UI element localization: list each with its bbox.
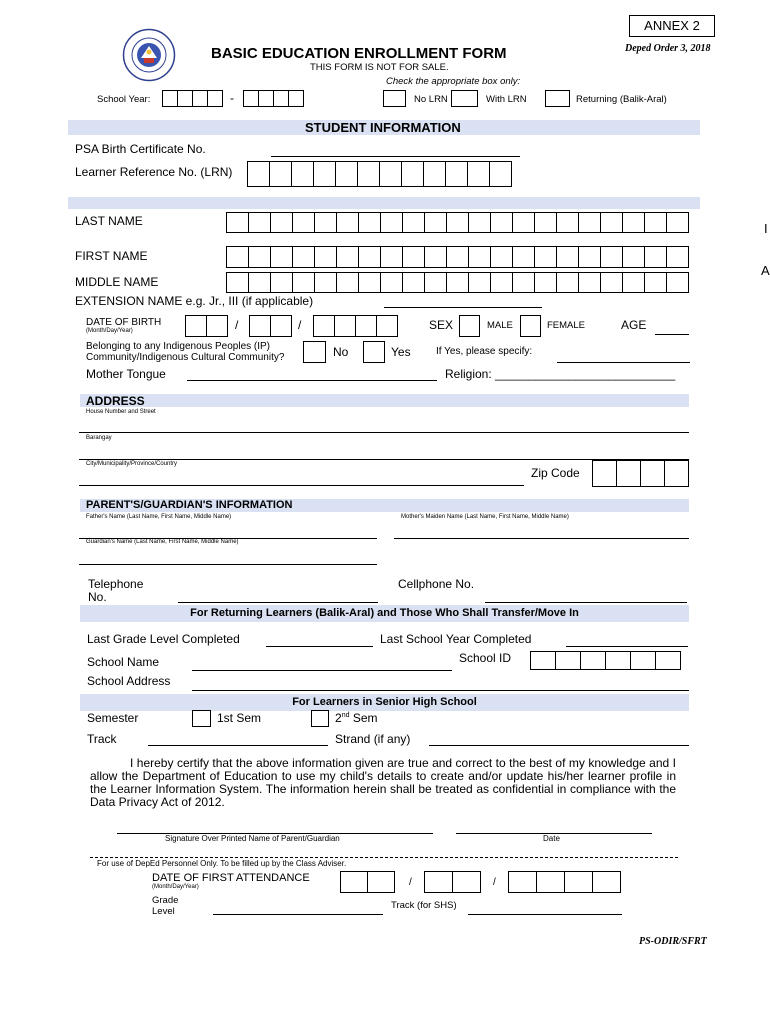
school-name-field[interactable] <box>192 670 452 671</box>
school-year-dash: - <box>230 91 234 105</box>
edge-glyph-1: I <box>764 221 768 236</box>
box-cell[interactable] <box>644 246 667 268</box>
deped-seal <box>122 28 176 82</box>
box-cell[interactable] <box>490 246 513 268</box>
box-cell[interactable] <box>380 246 403 268</box>
guardian-field[interactable] <box>79 564 377 565</box>
cellphone-field[interactable] <box>485 602 687 603</box>
ip-specify-label: If Yes, please specify: <box>436 346 533 357</box>
box-cell[interactable] <box>358 246 381 268</box>
annex-label: ANNEX 2 <box>644 18 700 33</box>
footer-code: PS-ODIR/SFRT <box>639 936 707 947</box>
ip-yes-label: Yes <box>391 345 411 359</box>
box-cell[interactable] <box>248 212 271 233</box>
box-cell[interactable] <box>314 272 337 293</box>
age-field[interactable] <box>655 334 689 335</box>
male-label: MALE <box>487 320 513 331</box>
school-id-label: School ID <box>459 651 512 665</box>
box-cell[interactable] <box>402 212 425 233</box>
last-grade-label: Last Grade Level Completed <box>87 632 240 646</box>
sex-label: SEX <box>429 318 454 332</box>
box-cell[interactable] <box>534 272 557 293</box>
with-lrn-checkbox[interactable] <box>451 90 478 107</box>
second-sem-word: Sem <box>349 711 378 725</box>
box-cell[interactable] <box>666 272 689 293</box>
signature-label: Signature Over Printed Name of Parent/Guardian <box>165 834 340 843</box>
shs-title: For Learners in Senior High School <box>292 696 477 708</box>
attendance-year-boxes[interactable] <box>508 871 621 893</box>
psa-label: PSA Birth Certificate No. <box>75 142 206 156</box>
box-cell[interactable] <box>556 212 579 233</box>
box-cell[interactable] <box>314 246 337 268</box>
zip-label: Zip Code <box>531 466 580 480</box>
no-lrn-checkbox[interactable] <box>383 90 406 107</box>
with-lrn-label: With LRN <box>486 94 527 105</box>
check-note: Check the appropriate box only: <box>386 76 521 87</box>
box-cell[interactable] <box>424 246 447 268</box>
extension-field[interactable] <box>384 307 542 308</box>
last-sy-label: Last School Year Completed <box>380 632 532 646</box>
school-year-label: School Year: <box>97 94 151 105</box>
box-cell[interactable] <box>556 272 579 293</box>
telephone-label-1: Telephone <box>88 577 144 591</box>
box-cell[interactable] <box>512 212 535 233</box>
deped-use-note: For use of DepEd Personnel Only. To be filled up by the Class Adviser. <box>97 859 347 868</box>
box-cell[interactable] <box>358 212 381 233</box>
box-cell[interactable] <box>490 212 513 233</box>
school-id-boxes[interactable] <box>530 651 681 670</box>
city-field[interactable] <box>79 485 524 486</box>
track-shs-field[interactable] <box>468 914 622 915</box>
track-label: Track <box>87 732 117 746</box>
strand-label: Strand (if any) <box>335 732 411 746</box>
no-lrn-label: No LRN <box>414 94 448 105</box>
address-title: ADDRESS <box>86 394 145 408</box>
female-label: FEMALE <box>547 320 586 331</box>
box-cell[interactable] <box>555 651 581 670</box>
psa-field[interactable] <box>271 156 520 157</box>
ip-question-line-1: Belonging to any Indigenous Peoples (IP) <box>86 341 271 352</box>
box-cell[interactable] <box>622 272 645 293</box>
returning-checkbox[interactable] <box>545 90 570 107</box>
box-cell[interactable] <box>226 246 249 268</box>
lrn-boxes[interactable] <box>247 161 512 187</box>
box-cell[interactable] <box>578 272 601 293</box>
track-shs-label: Track (for SHS) <box>391 900 457 911</box>
first-attendance-label: DATE OF FIRST ATTENDANCE <box>152 872 310 884</box>
box-cell[interactable] <box>380 272 403 293</box>
barangay-label: Barangay <box>86 435 112 441</box>
first-sem-checkbox[interactable] <box>192 710 211 727</box>
school-year-start-boxes[interactable] <box>162 90 223 107</box>
box-cell[interactable] <box>666 246 689 268</box>
box-cell[interactable] <box>424 272 447 293</box>
male-checkbox[interactable] <box>459 315 480 337</box>
female-checkbox[interactable] <box>520 315 541 337</box>
box-cell[interactable] <box>270 246 293 268</box>
first-sem-label: 1st Sem <box>217 711 262 725</box>
last-name-label: LAST NAME <box>75 214 143 228</box>
box-cell[interactable] <box>666 212 689 233</box>
grade-level-label-2: Level <box>152 906 175 917</box>
cut-line <box>90 857 678 858</box>
first-name-label: FIRST NAME <box>75 249 148 263</box>
box-cell[interactable] <box>644 272 667 293</box>
box-cell[interactable] <box>600 212 623 233</box>
zip-boxes[interactable] <box>592 460 689 487</box>
name-band <box>68 197 700 209</box>
religion-label: Religion: ___________________________ <box>445 367 676 381</box>
mother-label: Mother's Maiden Name (Last Name, First Name, Middle Name) <box>401 514 569 520</box>
certification-text: I hereby certify that the above information given are true and correct to the best of my knowledge and I allow the Department of Education to use my child's details to create and/or update his/her learner profile in the Learner Information System. The information herein shall be treated as confidential in compliance with the Data Privacy Act of 2012. <box>90 756 676 809</box>
ip-no-label: No <box>333 345 349 359</box>
mother-tongue-field[interactable] <box>187 380 437 381</box>
attendance-month-boxes[interactable] <box>340 871 395 893</box>
school-year-end-boxes[interactable] <box>243 90 304 107</box>
box-cell[interactable] <box>424 212 447 233</box>
box-cell[interactable] <box>630 651 656 670</box>
box-cell[interactable] <box>578 246 601 268</box>
extension-label: EXTENSION NAME e.g. Jr., III (if applicable) <box>75 294 314 308</box>
last-name-boxes[interactable] <box>226 212 689 233</box>
dob-slash-1: / <box>235 318 239 332</box>
age-label: AGE <box>621 318 647 332</box>
box-cell[interactable] <box>468 246 491 268</box>
school-name-label: School Name <box>87 655 160 669</box>
box-cell[interactable] <box>446 212 469 233</box>
track-field[interactable] <box>148 745 328 746</box>
box-cell[interactable] <box>336 272 359 293</box>
box-cell[interactable] <box>336 212 359 233</box>
box-cell[interactable] <box>622 212 645 233</box>
second-sem-label <box>335 711 378 725</box>
box-cell[interactable] <box>402 246 425 268</box>
deped-seal-icon <box>122 28 176 82</box>
box-cell[interactable] <box>578 212 601 233</box>
box-cell[interactable] <box>622 246 645 268</box>
strand-field[interactable] <box>429 745 689 746</box>
box-cell[interactable] <box>644 212 667 233</box>
dob-format: (Month/Day/Year) <box>86 328 133 334</box>
date-label: Date <box>543 834 560 843</box>
box-cell[interactable] <box>358 272 381 293</box>
box-cell[interactable] <box>402 272 425 293</box>
house-label: House Number and Street <box>86 409 156 415</box>
box-cell[interactable] <box>314 212 337 233</box>
annex-box <box>629 15 715 37</box>
box-cell[interactable] <box>336 246 359 268</box>
mother-field[interactable] <box>394 538 689 539</box>
school-address-field[interactable] <box>192 690 689 691</box>
box-cell[interactable] <box>270 272 293 293</box>
address-band <box>80 394 689 407</box>
guardian-label: Guardian's Name (Last Name, First Name, Middle Name) <box>86 539 239 545</box>
edge-glyph-2: A <box>761 263 770 278</box>
telephone-field[interactable] <box>178 602 378 603</box>
second-sem-suffix: nd <box>341 712 350 719</box>
second-sem-checkbox[interactable] <box>311 710 329 727</box>
school-address-label: School Address <box>87 674 171 688</box>
deped-order: Deped Order 3, 2018 <box>625 43 711 54</box>
box-cell[interactable] <box>226 212 249 233</box>
grade-level-label-1: Grade <box>152 895 179 906</box>
mother-tongue-label: Mother Tongue <box>86 367 166 381</box>
dob-label: DATE OF BIRTH <box>86 317 162 328</box>
dob-slash-2: / <box>298 318 302 332</box>
not-for-sale: THIS FORM IS NOT FOR SALE. <box>310 62 449 73</box>
cellphone-label: Cellphone No. <box>398 577 475 591</box>
last-sy-field[interactable] <box>566 646 688 647</box>
first-attendance-format: (Month/Day/Year) <box>152 884 199 890</box>
returning-label: Returning (Balik-Aral) <box>576 94 667 105</box>
box-cell[interactable] <box>556 246 579 268</box>
box-cell[interactable] <box>530 651 556 670</box>
middle-name-label: MIDDLE NAME <box>75 275 159 289</box>
ip-yes-checkbox[interactable] <box>363 341 385 363</box>
box-cell[interactable] <box>490 272 513 293</box>
box-cell[interactable] <box>446 246 469 268</box>
box-cell[interactable] <box>534 246 557 268</box>
house-field[interactable] <box>79 432 689 433</box>
box-cell[interactable] <box>248 272 271 293</box>
grade-level-field[interactable] <box>213 914 383 915</box>
box-cell[interactable] <box>512 246 535 268</box>
box-cell[interactable] <box>655 651 681 670</box>
box-cell[interactable] <box>580 651 606 670</box>
attendance-day-boxes[interactable] <box>424 871 481 893</box>
box-cell[interactable] <box>468 272 491 293</box>
telephone-label-2: No. <box>88 590 107 604</box>
semester-label: Semester <box>87 711 139 725</box>
box-cell[interactable] <box>248 246 271 268</box>
student-info-title: STUDENT INFORMATION <box>305 120 461 135</box>
returning-title: For Returning Learners (Balik-Aral) and Those Who Shall Transfer/Move In <box>190 607 579 619</box>
box-cell[interactable] <box>600 246 623 268</box>
form-title: BASIC EDUCATION ENROLLMENT FORM <box>211 45 507 62</box>
box-cell[interactable] <box>605 651 631 670</box>
dob-month-boxes[interactable] <box>185 315 228 337</box>
box-cell[interactable] <box>292 272 315 293</box>
box-cell[interactable] <box>292 212 315 233</box>
box-cell[interactable] <box>512 272 535 293</box>
attendance-slash-2: / <box>493 877 496 888</box>
last-grade-field[interactable] <box>266 646 373 647</box>
attendance-slash-1: / <box>409 877 412 888</box>
parents-title: PARENT'S/GUARDIAN'S INFORMATION <box>86 499 293 511</box>
lrn-label: Learner Reference No. (LRN) <box>75 165 233 179</box>
box-cell[interactable] <box>292 246 315 268</box>
dob-year-boxes[interactable] <box>313 315 398 337</box>
ip-specify-field[interactable] <box>557 362 690 363</box>
box-cell[interactable] <box>226 272 249 293</box>
box-cell[interactable] <box>380 212 403 233</box>
box-cell[interactable] <box>270 212 293 233</box>
box-cell[interactable] <box>468 212 491 233</box>
first-name-boxes[interactable] <box>226 246 689 268</box>
box-cell[interactable] <box>600 272 623 293</box>
city-label: City/Municipality/Province/Country <box>86 461 178 467</box>
dob-day-boxes[interactable] <box>249 315 292 337</box>
ip-question-line-2: Community/Indigenous Cultural Community? <box>86 352 285 363</box>
middle-name-boxes[interactable] <box>226 272 689 293</box>
box-cell[interactable] <box>446 272 469 293</box>
father-label: Father's Name (Last Name, First Name, Middle Name) <box>86 514 232 520</box>
box-cell[interactable] <box>534 212 557 233</box>
second-sem-number: 2 <box>335 711 342 725</box>
ip-no-checkbox[interactable] <box>303 341 326 363</box>
